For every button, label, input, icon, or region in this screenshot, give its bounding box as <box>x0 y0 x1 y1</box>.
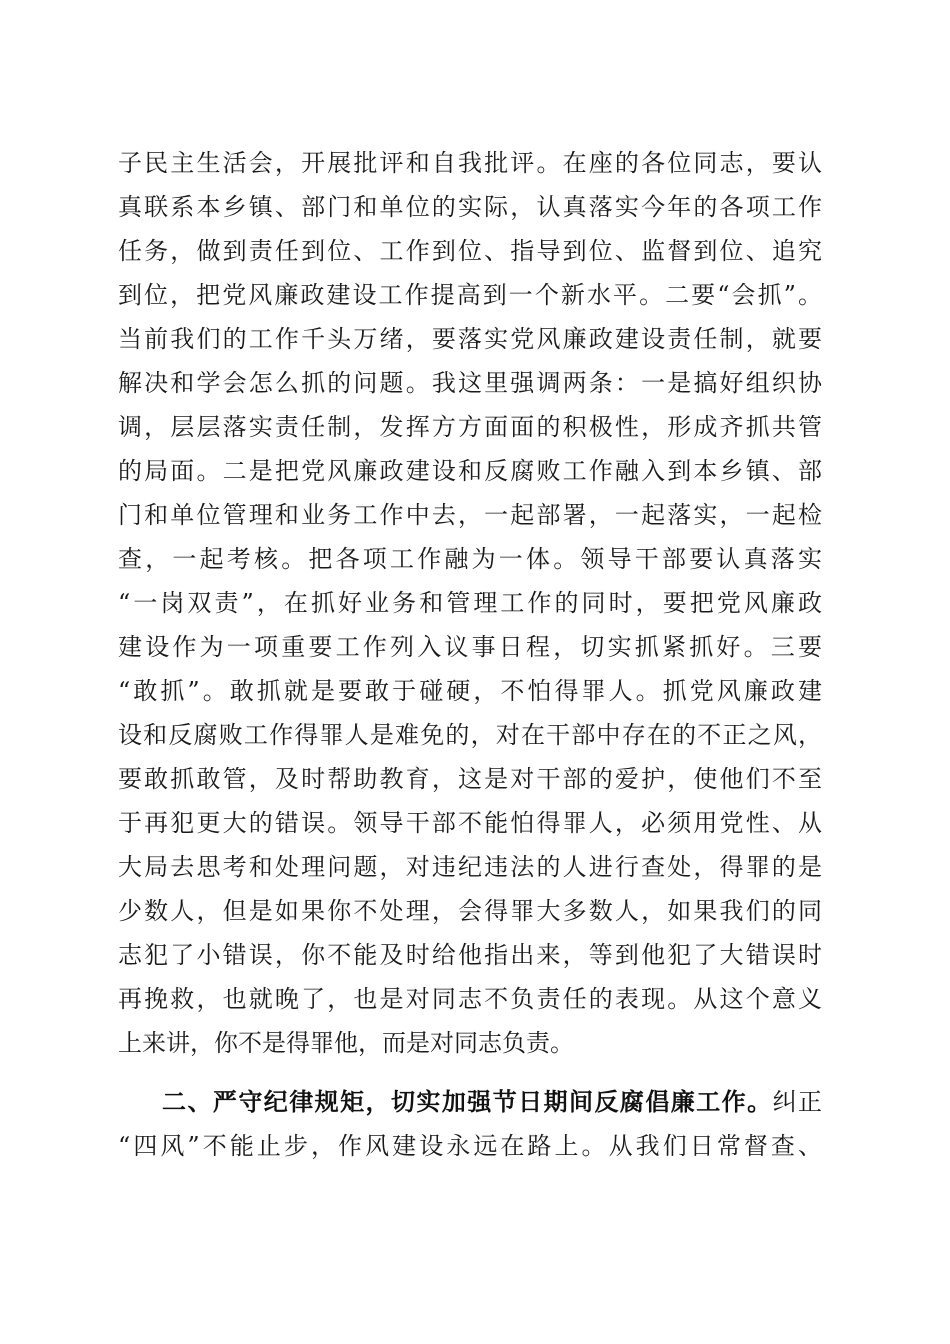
body-line-7: 调，层层落实责任制，发挥方方面面的积极性，形成齐抓共管 <box>118 413 822 441</box>
section-heading-tail: 纠正 <box>772 1088 822 1116</box>
body-line-8: 的局面。二是把党风廉政建设和反腐败工作融入到本乡镇、部 <box>118 457 822 485</box>
body-line-1: 子民主生活会，开展批评和自我批评。在座的各位同志，要认 <box>118 149 822 177</box>
body-line-6: 解决和学会怎么抓的问题。我这里强调两条：一是搞好组织协 <box>118 369 822 397</box>
body-line-11: “一岗双责”，在抓好业务和管理工作的同时，要把党风廉政 <box>118 589 822 617</box>
body-line-12: 建设作为一项重要工作列入议事日程，切实抓紧抓好。三要 <box>118 633 822 661</box>
body-line-16: 于再犯更大的错误。领导干部不能怕得罪人，必须用党性、从 <box>118 809 822 837</box>
body-line-21: 上来讲，你不是得罪他，而是对同志负责。 <box>118 1029 574 1057</box>
body-line-18: 少数人，但是如果你不处理，会得罪大多数人，如果我们的同 <box>118 897 822 925</box>
body-line-19: 志犯了小错误，你不能及时给他指出来，等到他犯了大错误时 <box>118 941 822 969</box>
section-heading-line <box>162 1082 822 1122</box>
body-line-10: 查，一起考核。把各项工作融为一体。领导干部要认真落实 <box>118 545 822 573</box>
body-line-14: 设和反腐败工作得罪人是难免的，对在干部中存在的不正之风， <box>118 721 822 749</box>
body-line-20: 再挽救，也就晚了，也是对同志不负责任的表现。从这个意义 <box>118 985 822 1013</box>
section-heading: 二、严守纪律规矩，切实加强节日期间反腐倡廉工作。 <box>162 1088 773 1116</box>
body-line-5: 当前我们的工作千头万绪，要落实党风廉政建设责任制，就要 <box>118 325 822 353</box>
body-line-13: “敢抓”。敢抓就是要敢于碰硬，不怕得罪人。抓党风廉政建 <box>118 677 822 705</box>
body-line-15: 要敢抓敢管，及时帮助教育，这是对干部的爱护，使他们不至 <box>118 765 822 793</box>
body-line-17: 大局去思考和处理问题，对违纪违法的人进行查处，得罪的是 <box>118 853 822 881</box>
body-line-2: 真联系本乡镇、部门和单位的实际，认真落实今年的各项工作 <box>118 193 822 221</box>
body-line-9: 门和单位管理和业务工作中去，一起部署，一起落实，一起检 <box>118 501 822 529</box>
section-line-1: “四风”不能止步，作风建设永远在路上。从我们日常督查、 <box>118 1132 822 1160</box>
body-line-3: 任务，做到责任到位、工作到位、指导到位、监督到位、追究 <box>118 237 822 265</box>
body-line-4: 到位，把党风廉政建设工作提高到一个新水平。二要“会抓”。 <box>118 281 822 309</box>
